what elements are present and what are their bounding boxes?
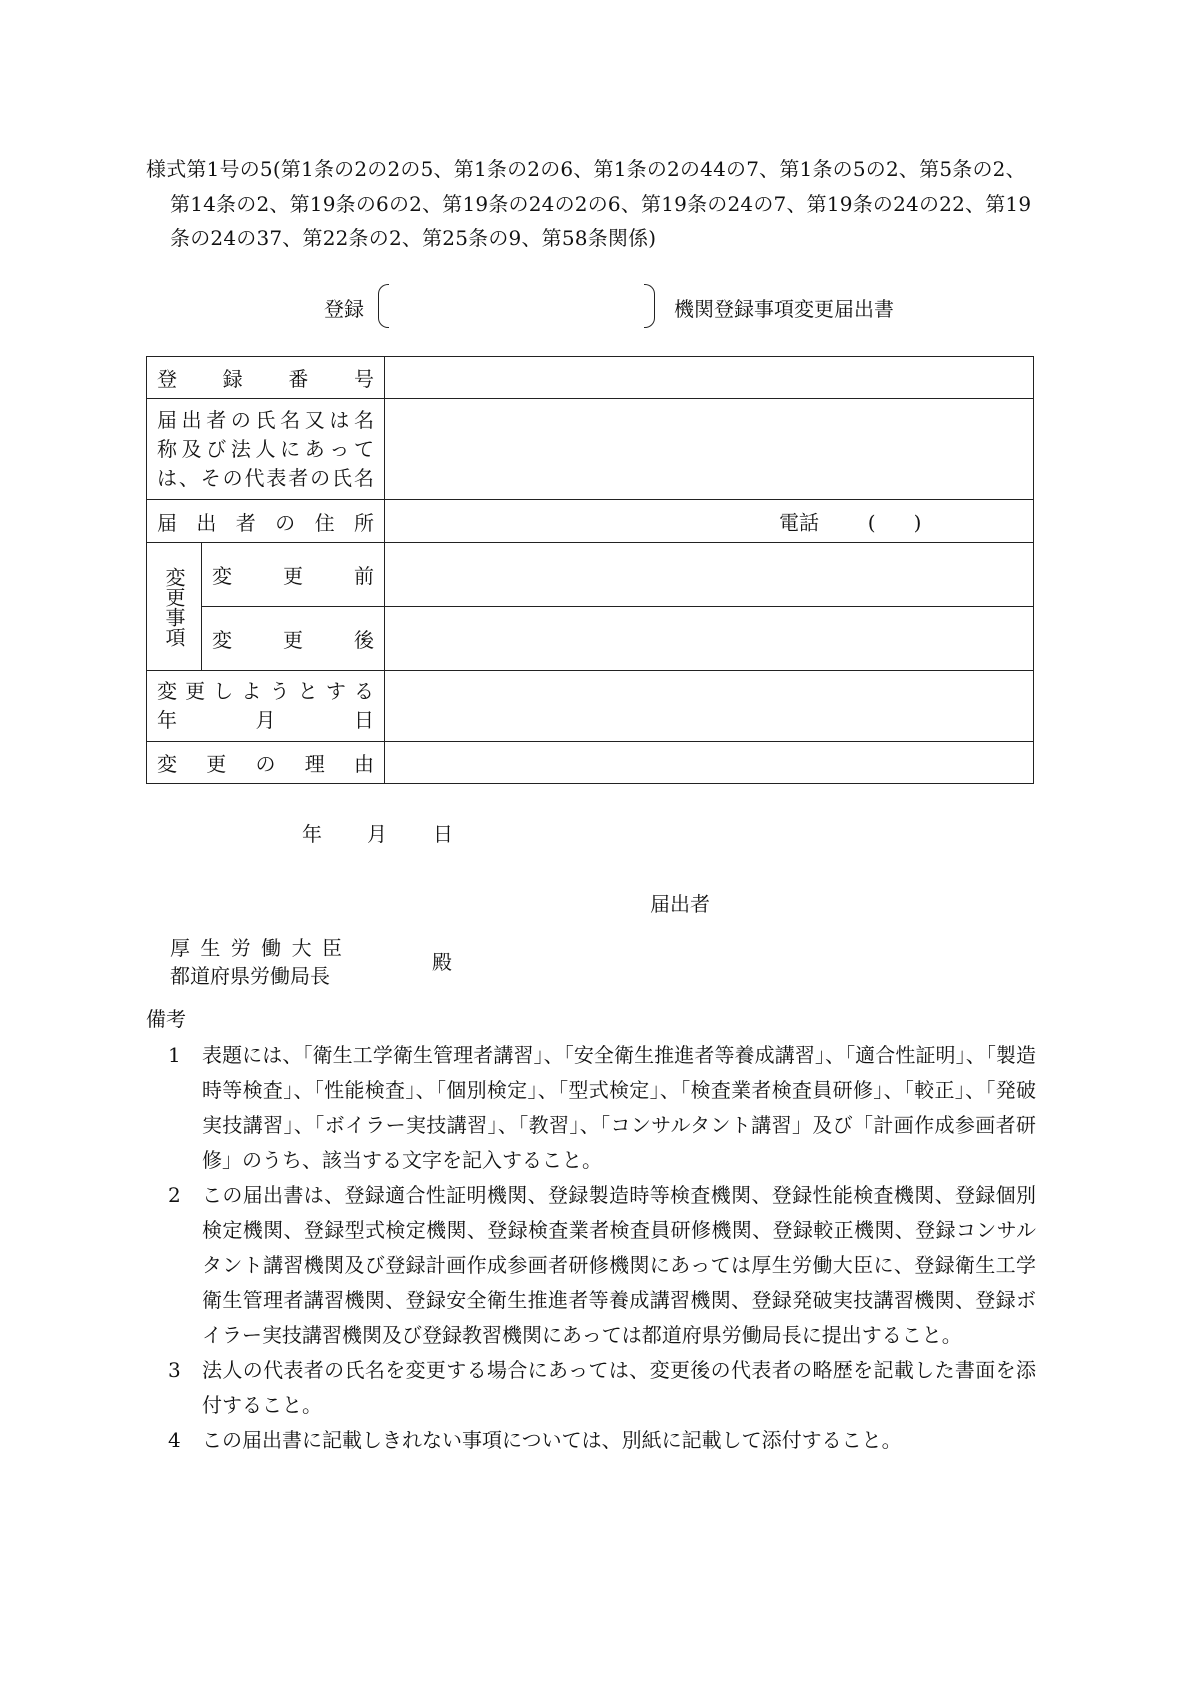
applicant-address-label: 届 出 者 の 住 所 <box>147 500 385 543</box>
change-before-field[interactable] <box>385 543 1034 607</box>
form-reference-line-1: 様式第1号の5(第1条の2の2の5、第1条の2の6、第1条の2の44の7、第1条の5の2、第5条の2、 <box>146 157 1026 181</box>
registration-number-field[interactable] <box>385 357 1034 399</box>
title-bracket-left <box>378 284 389 328</box>
phone-label: 電話 ( ) <box>779 510 922 535</box>
phone-parens: ( ) <box>867 510 922 535</box>
title-blank-field[interactable] <box>390 284 642 326</box>
notification-form-table <box>146 356 1034 784</box>
note-item-4: 4 この届出書に記載しきれない事項については、別紙に記載して添付すること。 <box>168 1428 902 1452</box>
change-after-label: 変 更 後 <box>202 607 385 671</box>
addressee-minister: 厚 生 労 働 大 臣 <box>170 936 342 960</box>
notes-heading: 備考 <box>146 1007 186 1031</box>
note-item-3: 3 法人の代表者の氏名を変更する場合にあっては、変更後の代表者の略歴を記載した書面を添付すること。 <box>168 1358 1036 1417</box>
form-reference-line-3: 条の24の37、第22条の2、第25条の9、第58条関係) <box>170 226 657 250</box>
change-reason-field[interactable] <box>385 742 1034 784</box>
addressee-honorific: 殿 <box>432 950 452 974</box>
submitter-label: 届出者 <box>650 892 710 916</box>
note-item-2: 2 この届出書は、登録適合性証明機関、登録製造時等検査機関、登録性能検査機関、登録個別検定機関、登録型式検定機関、登録検査業者検査員研修機関、登録較正機関、登録コンサルタント講習機関及び登録計画作成参画者研修機関にあっては厚生労働大臣に、登録衛生工学衛生管理者講習機関、登録安全衛生推進者等養成講習機関、登録発破実技講習機関、登録ボイラー実技講習機関及び登録教習機関にあっては都道府県労働局長に提出すること。 <box>168 1183 1036 1347</box>
registration-number-label: 登 録 番 号 <box>147 357 385 399</box>
date-year-label: 年 <box>302 822 322 846</box>
title-prefix: 登録 <box>324 297 364 321</box>
addressee-prefectural-director: 都道府県労働局長 <box>170 964 330 988</box>
change-reason-label: 変 更 の 理 由 <box>147 742 385 784</box>
applicant-name-label: 届 出 者 の 氏 名 又 は 名 称 及 び 法 人 に あ っ て は 、 そ の 代 表 者 の 氏 名 <box>147 399 385 500</box>
date-month-label: 月 <box>367 822 387 846</box>
applicant-address-field[interactable] <box>385 500 1034 543</box>
change-date-field[interactable] <box>385 671 1034 742</box>
notes-section <box>146 1004 1036 1458</box>
change-after-field[interactable] <box>385 607 1034 671</box>
date-day-label: 日 <box>433 822 453 846</box>
form-title: 機関登録事項変更届出書 <box>674 297 894 321</box>
title-bracket-right <box>644 284 655 328</box>
form-reference-line-2: 第14条の2、第19条の6の2、第19条の24の2の6、第19条の24の7、第19条の24の22、第19 <box>170 192 1032 216</box>
note-item-1: 1 表題には、「衛生工学衛生管理者講習」、「安全衛生推進者等養成講習」、「適合性証明」、「製造時等検査」、「性能検査」、「個別検定」、「型式検定」、「検査業者検査員研修」、「較正」、「発破実技講習」、「ボイラー実技講習」、「教習」、「コンサルタント講習」及び「計画作成参画者研修」のうち、該当する文字を記入すること。 <box>168 1043 1036 1172</box>
change-before-label: 変 更 前 <box>202 543 385 607</box>
applicant-name-field[interactable] <box>385 399 1034 500</box>
change-date-label: 変 更 し よ う と す る 年 月 日 <box>147 671 385 742</box>
change-items-group-label: 変更事項 <box>147 543 202 671</box>
